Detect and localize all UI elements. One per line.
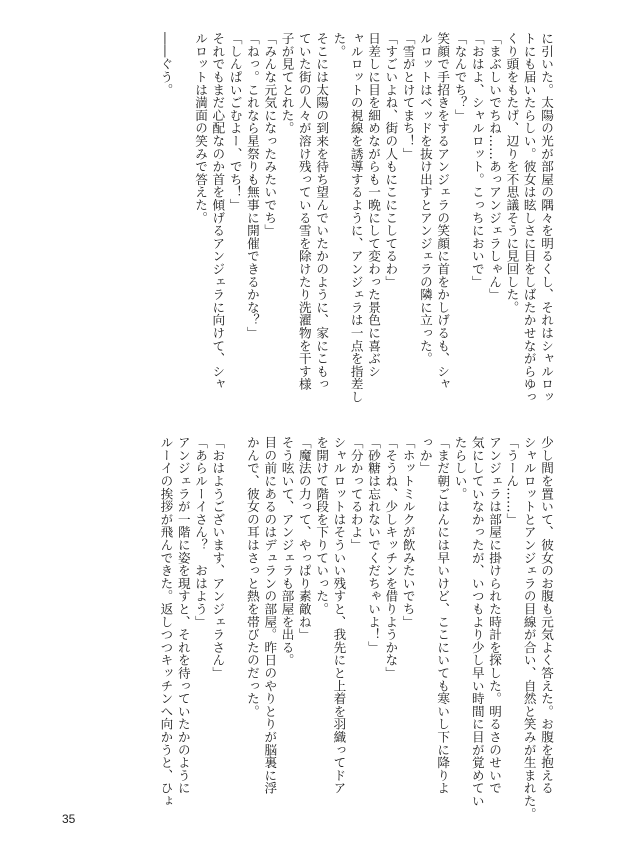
text-line	[226, 436, 243, 820]
text-line: 「分かってるわよ」	[348, 436, 364, 552]
text-line: ルロットは満面の笑みで答えた。	[193, 32, 209, 224]
text-line: 「なんでち？」	[452, 32, 468, 122]
text-line: シャルロットとアンジェラの目線が合い、自然と笑みが生まれた。	[521, 436, 537, 820]
text-line: 目の前にあるのはデュランの部屋。昨日のやりとりが脳裏に浮	[262, 436, 278, 795]
text-line: アンジェラが一階に姿を現すと、それを待っていたかのように	[175, 436, 191, 795]
lower-text-block	[55, 436, 555, 820]
text-line: 「しんぱいごむよー、でち！」	[227, 32, 243, 212]
text-line: アンジェラは部屋に掛けられた時計を探した。明るさのせいで	[487, 436, 503, 795]
text-line: ていた街の人々が溶け残っている雪を除けたり洗濯物を干す様	[296, 32, 312, 391]
text-line: 「雪がとけてまち！」	[400, 32, 416, 160]
text-line: ャルロットの視線を誘導するように、アンジェラは一点を指差し	[348, 32, 364, 404]
text-line: 「魔法の力って、やっぱり素敵ね」	[296, 436, 312, 641]
text-line: 「ホットミルクが飲みたいでち」	[400, 436, 416, 628]
text-line: くり頭をもたげ、辺りを不思議そうに見回した。	[504, 32, 520, 314]
text-line: トにも届いたらしい。彼女は眩しさに目をしばたかせながらゆっ	[521, 32, 537, 404]
text-line: シャルロットはそういい残すと、我先にと上着を羽織ってドア	[331, 436, 347, 795]
text-line: 日差しに目を細めながらも一晩にして変わった景色に喜ぶシ	[366, 32, 382, 378]
text-line: 「そうね、少しキッチンを借りようかな」	[383, 436, 399, 680]
text-line: そう呟いて、アンジェラも部屋を出る。	[279, 436, 295, 667]
text-line: そこには太陽の到来を待ち望んでいたかのように、家にこもっ	[314, 32, 330, 391]
text-line: っか」	[417, 436, 433, 475]
text-line: を開けて階段を下りていった。	[314, 436, 330, 616]
text-line: 「砂糖は忘れないでくだちゃいよ！」	[366, 436, 382, 654]
text-line: それでもまだ心配なのか首を傾げるアンジェラに向けて、シャ	[210, 32, 226, 391]
text-line: 「すごいよね、街の人もにこにこしてるわ」	[383, 32, 399, 288]
text-line: 「まぶしいでちね……あっアンジェラしゃん」	[487, 32, 503, 301]
text-line: 「あらルーイさん？ おはよう」	[193, 436, 209, 628]
text-line	[174, 32, 191, 412]
text-line: 「ねっ。これなら星祭りも無事に開催できるかな？」	[244, 32, 260, 340]
text-line: 笑顔で手招きをするアンジェラの笑顔に首をかしげるも、シャ	[435, 32, 451, 391]
text-line: ルロットはベッドを抜け出すとアンジェラの隣に立った。	[417, 32, 433, 365]
text-line: 「おはよ、シャルロット。こっちにおいで」	[469, 32, 485, 288]
text-line: 少し間を置いて、彼女のお腹も元気よく答えた。お腹を抱える	[539, 436, 554, 795]
page-number: 35	[62, 812, 76, 826]
text-line: ルーイの挨拶が飛んできた。返しつつキッチンへ向かうと、ひょ	[158, 436, 174, 808]
text-line: 気にしていなかったが、いつもより少し早い時間に目が覚めてい	[469, 436, 485, 808]
text-line: 子が見てとれた。	[279, 32, 295, 135]
upper-text-block	[39, 32, 555, 412]
text-line: たらしい。	[452, 436, 468, 500]
text-line: ――ぐう。	[158, 32, 174, 96]
text-line: に引いた。太陽の光が部屋の隅々を明るくし、それはシャルロッ	[539, 32, 554, 404]
text-line: 「みんな元気になったみたいでち」	[262, 32, 278, 237]
text-line: 「まだ朝ごはんには早いけど、ここにいても寒いし下に降りよ	[435, 436, 451, 795]
text-line: かんで、彼女の耳はさっと熱を帯びたのだった。	[244, 436, 260, 718]
text-line: た。	[331, 32, 347, 58]
text-line: 「うーん……」	[504, 436, 520, 526]
text-line: 「おはようございます、アンジェラさん」	[210, 436, 226, 680]
